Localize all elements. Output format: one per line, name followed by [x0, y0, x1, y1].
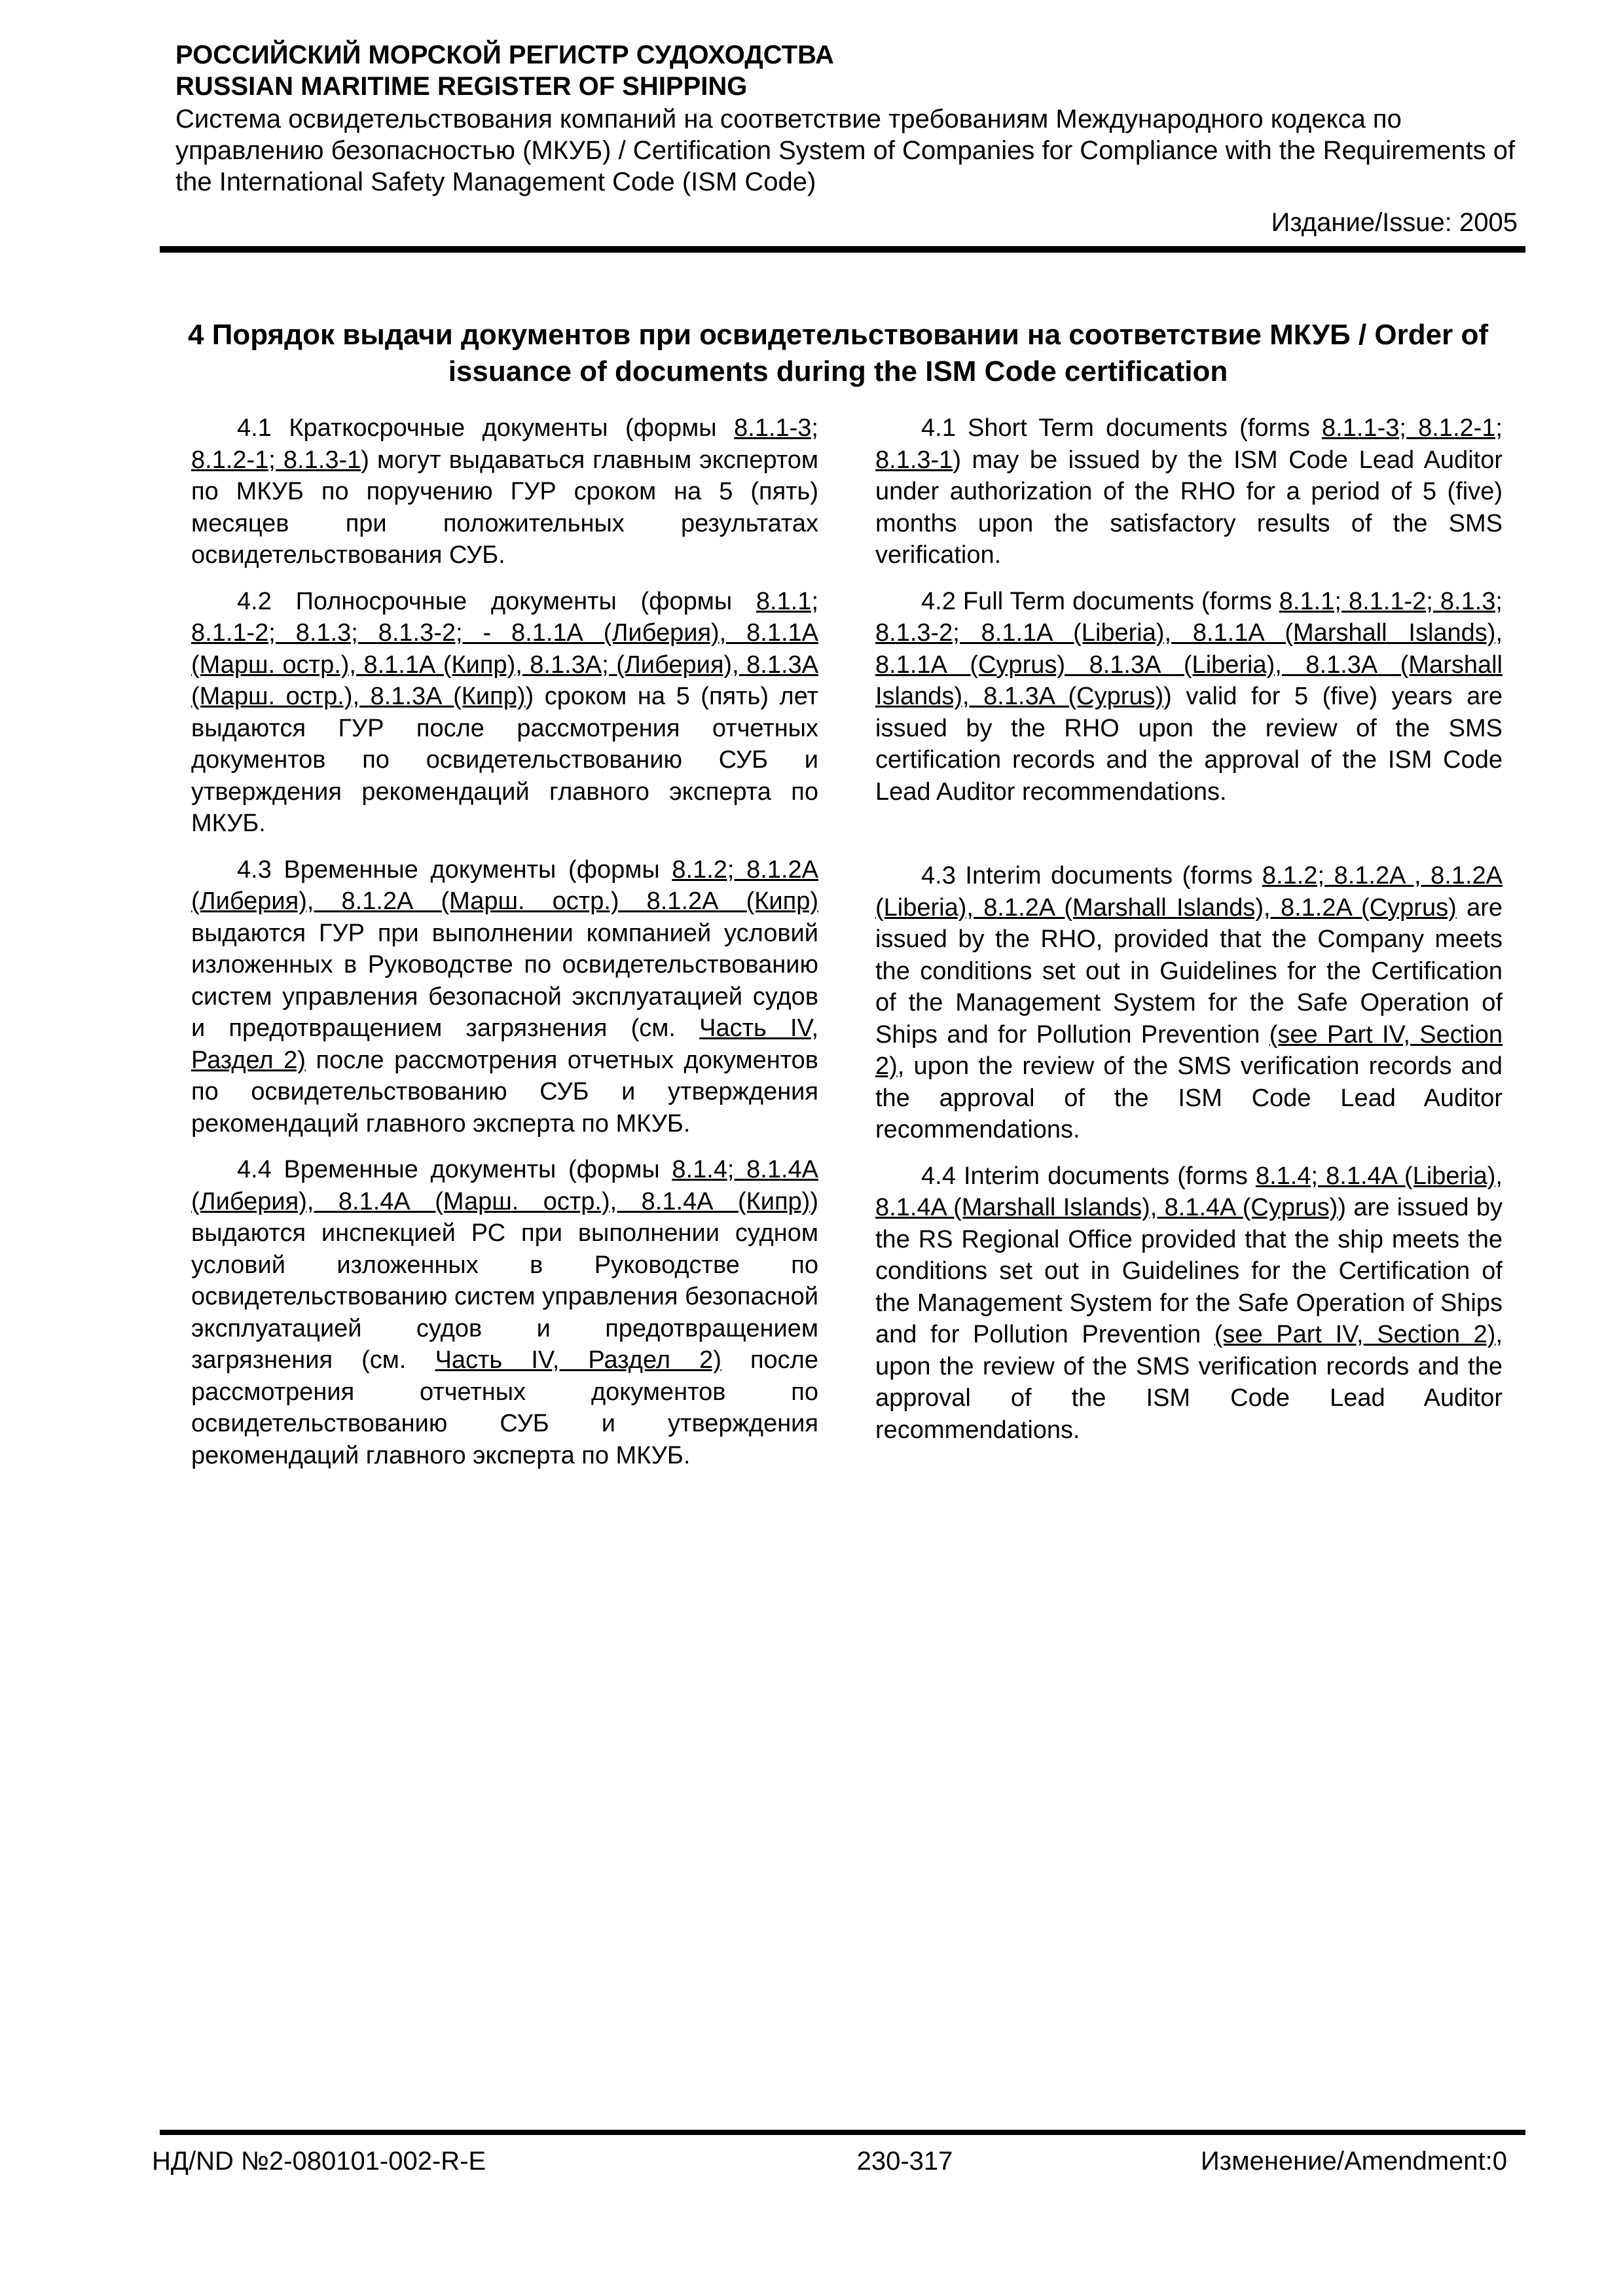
paragraph-4-2-en	[875, 586, 1503, 808]
paragraph-4-4-ru	[191, 1154, 818, 1471]
text: 4.1 Краткосрочные документы (формы	[237, 414, 735, 442]
text: ) are issued by the RS Regional Office provided that the ship meets the conditions set out in Guidelines for the Certification of the Management System for the Safe Operation of Ships and for Pollution Prevention	[875, 1194, 1503, 1348]
paragraph-4-3-en	[875, 860, 1503, 1146]
text: , upon the review of the SMS verification records and the approval of the ISM Code Lead Auditor recommendations.	[875, 1321, 1503, 1444]
part-link[interactable]: Часть IV, Раздел 2)	[435, 1346, 721, 1374]
document-footer	[152, 2143, 1507, 2179]
text: , upon the review of the SMS verification records and the approval of the ISM Code Lead Auditor recommendations.	[875, 1052, 1503, 1143]
form-references[interactable]: 8.1.1; 8.1.1-2; 8.1.3; 8.1.3-2; 8.1.1A (Liberia), 8.1.1A (Marshall Islands), 8.1.1A (Cyprus) 8.1.3A (Liberia), 8.1.3A (Marshall Islands), 8.1.3A (Cyprus)	[875, 587, 1503, 710]
form-references[interactable]: 8.1.1-3; 8.1.2-1; 8.1.3-1	[875, 414, 1503, 474]
text: are issued by the RHO, provided that the Company meets the conditions set out in Guidelines for the Certification of the Management System for the Safe Operation of Ships and for Pollution Prevention	[875, 893, 1503, 1049]
page-number: 230-317	[856, 2147, 953, 2176]
paragraph-4-1-ru	[191, 412, 818, 571]
paragraph-4-3-ru	[191, 854, 818, 1140]
document-number: НД/ND №2-080101-002-R-E	[152, 2147, 486, 2176]
column-english	[875, 412, 1503, 1460]
org-name-ru: РОССИЙСКИЙ МОРСКОЙ РЕГИСТР СУДОХОДСТВА	[175, 41, 834, 69]
text: ) may be issued by the ISM Code Lead Auditor under authorization of the RHO for a period of 5 (five) months upon the satisfactory results of the SMS verification.	[875, 446, 1503, 569]
part-link[interactable]: (see Part IV, Section 2)	[1214, 1321, 1496, 1348]
column-russian	[191, 412, 818, 1486]
form-references[interactable]: 8.1.4; 8.1.4A (Liberia), 8.1.4A (Marshall Islands), 8.1.4A (Cyprus)	[875, 1162, 1503, 1221]
paragraph-4-1-en	[875, 412, 1503, 571]
amendment-label: Изменение/Amendment:0	[1201, 2147, 1507, 2176]
text: ) выдаются инспекцией РС при выполнении судном условий изложенных в Руководстве по освидетельствованию систем управления безопасной эксплуатацией судов и предотвращением загрязнения (см.	[191, 1187, 818, 1374]
paragraph-4-4-en	[875, 1160, 1503, 1446]
header-rule	[160, 246, 1525, 253]
form-references[interactable]: 8.1.1; 8.1.1-2; 8.1.3; 8.1.3-2; - 8.1.1А (Либерия), 8.1.1А (Марш. остр.), 8.1.1А (Кипр), 8.1.3А; (Либерия), 8.1.3А (Марш. остр.), 8.1.3А (Кипр)	[191, 587, 818, 710]
issue-label: Издание/Issue: 2005	[1271, 208, 1518, 237]
text: 4.1 Short Term documents (forms	[921, 414, 1322, 442]
text: ) могут выдаваться главным экспертом по МКУБ по поручению ГУР сроком на 5 (пять) месяцев при положительных результатах освидетельствования СУБ.	[191, 446, 818, 569]
document-header	[175, 39, 1518, 238]
form-references[interactable]: 8.1.1-3; 8.1.2-1; 8.1.3-1	[191, 414, 818, 474]
part-link[interactable]: (see Part IV, Section 2)	[875, 1020, 1503, 1080]
form-references[interactable]: 8.1.4; 8.1.4А (Либерия), 8.1.4А (Марш. остр.), 8.1.4А (Кипр)	[191, 1156, 818, 1215]
text: 4.4 Interim documents (forms	[921, 1162, 1256, 1190]
text: ) сроком на 5 (пять) лет выдаются ГУР после рассмотрения отчетных документов по освидетельствованию СУБ и утверждения рекомендаций главного эксперта по МКУБ.	[191, 683, 818, 837]
section-title: 4 Порядок выдачи документов при освидетельствовании на соответствие МКУБ / Order of issuance of documents during the ISM Code certification	[188, 319, 1488, 387]
text: выдаются ГУР при выполнении компанией условий изложенных в Руководстве по освидетельствованию систем управления безопасной эксплуатацией судов и предотвращением загрязнения (см.	[191, 919, 818, 1042]
text: 4.3 Interim documents (forms	[921, 862, 1262, 889]
text: 4.4 Временные документы (формы	[237, 1156, 672, 1183]
footer-rule	[160, 2130, 1525, 2135]
text: после рассмотрения отчетных документов по освидетельствованию СУБ и утверждения рекомендаций главного эксперта по МКУБ.	[191, 1346, 818, 1469]
org-name-en: RUSSIAN MARITIME REGISTER OF SHIPPING	[175, 72, 748, 101]
text: 4.2 Полносрочные документы (формы	[237, 587, 756, 615]
text: 4.3 Временные документы (формы	[237, 855, 672, 884]
text: после рассмотрения отчетных документов по освидетельствованию СУБ и утверждения рекомендаций главного эксперта по МКУБ.	[191, 1046, 818, 1138]
form-references[interactable]: 8.1.2; 8.1.2A , 8.1.2A (Liberia), 8.1.2A (Marshall Islands), 8.1.2A (Cyprus)	[875, 862, 1503, 922]
text: ) valid for 5 (five) years are issued by the RHO upon the review of the SMS certification records and the approval of the ISM Code Lead Auditor recommendations.	[875, 683, 1503, 806]
system-title: Система освидетельствования компаний на соответствие требованиям Международного кодекса по управлению безопасностью (МКУБ) / Certification System of Companies for Compliance with the Requirements of the International Safety Management Code (ISM Code)	[175, 105, 1516, 196]
form-references[interactable]: 8.1.2; 8.1.2А (Либерия), 8.1.2А (Марш. остр.) 8.1.2А (Кипр)	[191, 855, 818, 915]
part-link[interactable]: Часть IV, Раздел 2)	[191, 1014, 819, 1074]
paragraph-4-2-ru	[191, 586, 818, 840]
text: 4.2 Full Term documents (forms	[921, 587, 1279, 615]
